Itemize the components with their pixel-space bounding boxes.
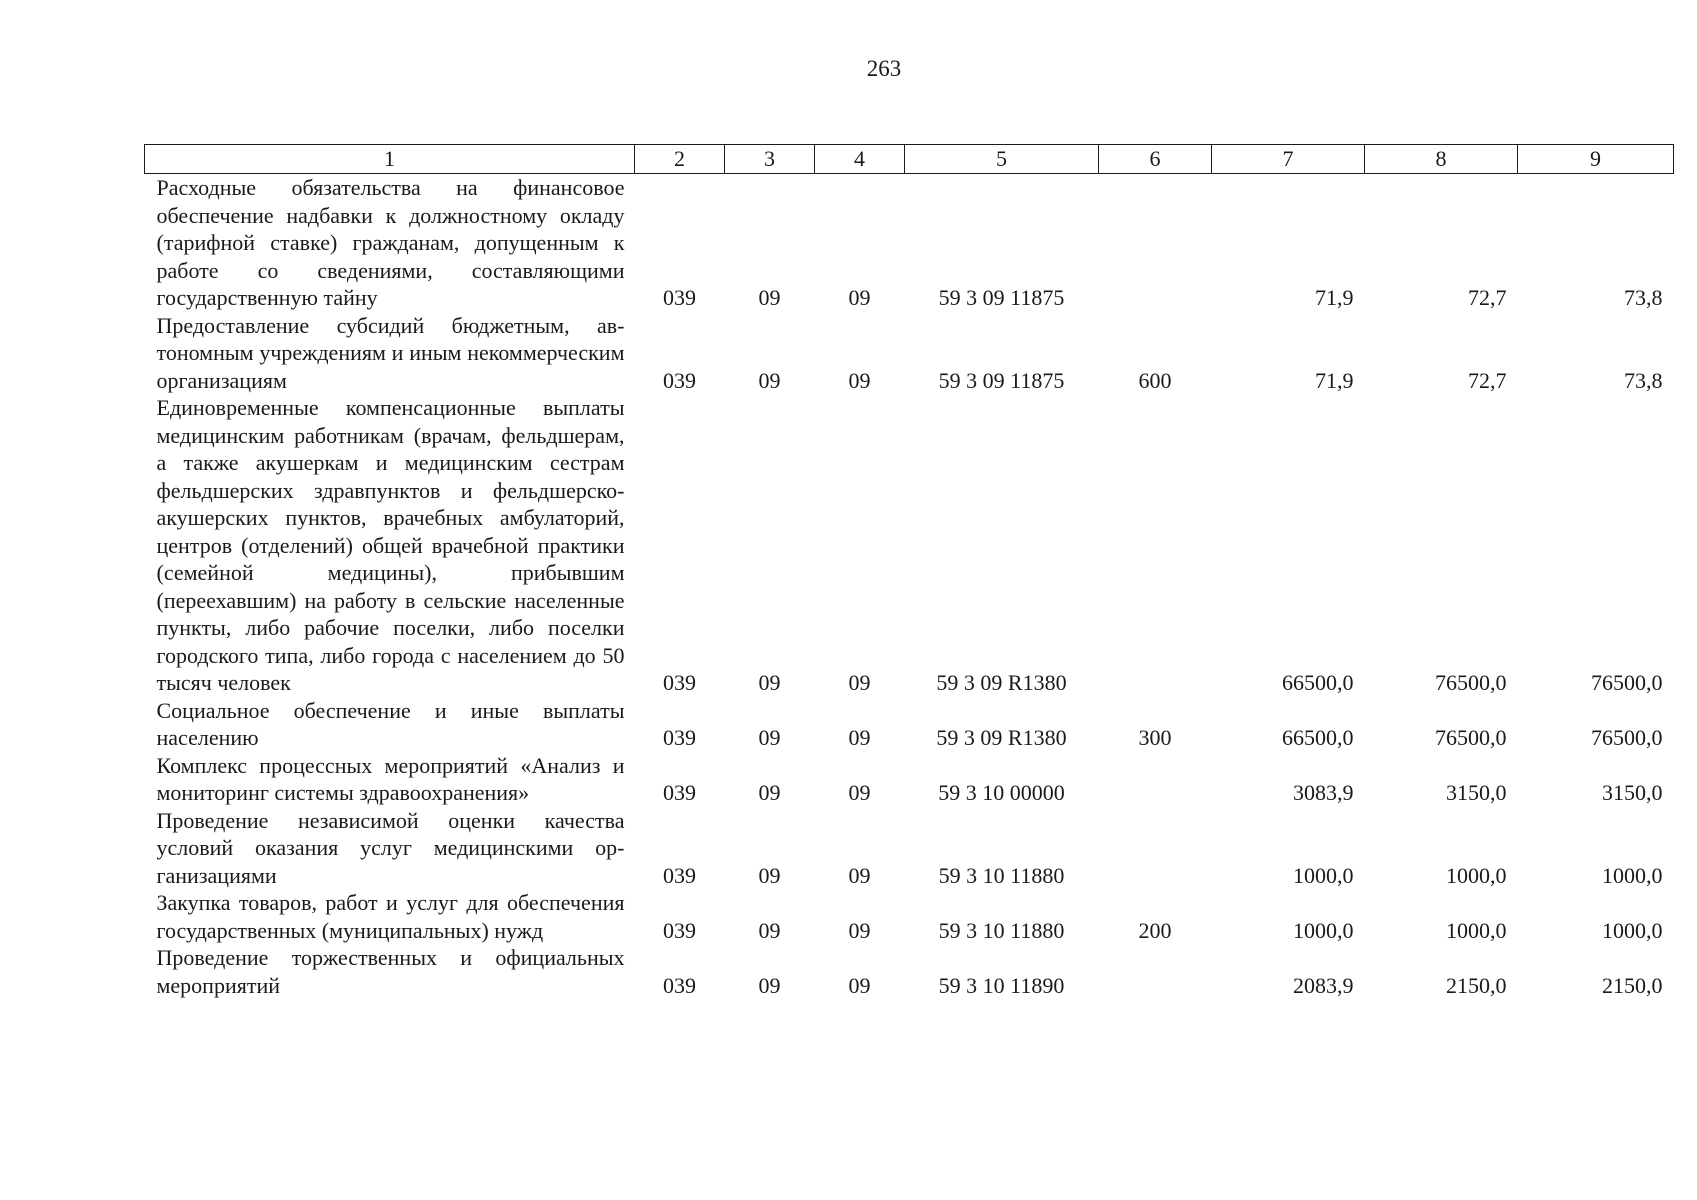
- row-section-code: 09: [758, 725, 781, 750]
- header-col-6: 6: [1099, 145, 1212, 174]
- header-col-4: 4: [815, 145, 905, 174]
- row-amount-col-8: 1000,0: [1446, 862, 1507, 888]
- row-section-code: 09: [758, 285, 781, 310]
- row-amount-col-7: 2083,9: [1293, 972, 1354, 998]
- row-expense-type: [1099, 394, 1212, 697]
- table-row: [145, 944, 1674, 999]
- table-row: [145, 889, 1674, 944]
- table-row: [145, 807, 1674, 890]
- row-ministry-code: 039: [663, 725, 696, 750]
- row-expense-type: 600: [1138, 367, 1172, 393]
- budget-table: [144, 144, 1674, 999]
- row-expense-type: 200: [1138, 917, 1172, 943]
- table-row: [145, 752, 1674, 807]
- row-amount-col-8: 72,7: [1468, 285, 1507, 310]
- row-amount-col-8: 76500,0: [1435, 725, 1507, 750]
- row-ministry-code: 039: [663, 780, 696, 805]
- row-section-code: 09: [758, 780, 781, 805]
- row-name: Комплекс процессных мероприятий «Анализ и мониторинг системы здравоохранения»: [156, 752, 625, 805]
- header-col-2: 2: [635, 145, 725, 174]
- row-amount-col-9: 76500,0: [1591, 725, 1663, 750]
- row-ministry-code: 039: [663, 285, 696, 310]
- row-ministry-code: 039: [663, 917, 696, 943]
- row-amount-col-7: 1000,0: [1293, 917, 1354, 943]
- row-amount-col-7: 1000,0: [1293, 862, 1354, 888]
- table-row: [145, 697, 1674, 752]
- table-row: [145, 174, 1674, 312]
- row-amount-col-9: 73,8: [1624, 367, 1663, 393]
- row-target-article: 59 3 10 00000: [938, 780, 1065, 805]
- row-target-article: 59 3 09 R1380: [936, 725, 1067, 750]
- row-amount-col-9: 3150,0: [1602, 780, 1663, 805]
- row-amount-col-9: 76500,0: [1591, 670, 1663, 695]
- row-amount-col-9: 1000,0: [1602, 862, 1663, 888]
- row-amount-col-9: 1000,0: [1602, 917, 1663, 943]
- row-target-article: 59 3 09 R1380: [936, 670, 1067, 695]
- header-col-8: 8: [1365, 145, 1518, 174]
- header-col-3: 3: [725, 145, 815, 174]
- row-ministry-code: 039: [663, 862, 696, 888]
- row-target-article: 59 3 10 11880: [938, 917, 1065, 943]
- table-header: [145, 145, 1674, 174]
- row-amount-col-9: 73,8: [1624, 285, 1663, 310]
- row-ministry-code: 039: [663, 670, 696, 695]
- row-expense-type: [1099, 752, 1212, 807]
- header-col-5: 5: [905, 145, 1099, 174]
- row-amount-col-7: 3083,9: [1293, 780, 1354, 805]
- row-target-article: 59 3 09 11875: [938, 285, 1065, 310]
- row-amount-col-8: 1000,0: [1446, 917, 1507, 943]
- row-target-article: 59 3 09 11875: [938, 367, 1065, 393]
- row-amount-col-8: 2150,0: [1446, 972, 1507, 998]
- row-subsection-code: 09: [848, 972, 871, 998]
- row-section-code: 09: [758, 367, 781, 393]
- row-name: Закупка товаров, работ и услуг для обеспечения государственных (муниципальных) нужд: [156, 890, 625, 943]
- row-amount-col-7: 66500,0: [1282, 670, 1354, 695]
- row-expense-type: [1099, 944, 1212, 999]
- row-amount-col-8: 72,7: [1468, 367, 1507, 393]
- row-name: Единовременные компенсационные выплаты медицинским работникам (врачам, фельдшерам, а также акушеркам и медицинским сестрам фельдшерских здравпунктов и фельдшерско-акушерских пунктов, врачебных амбулаторий, центров (отделений) общей врачебной практики (семейной медицины), прибывшим (переехавшим) на работу в сельские населенные пункты, либо рабочие поселки, либо поселки городского типа, либо города с населением до 50 тысяч человек: [156, 395, 625, 695]
- row-amount-col-9: 2150,0: [1602, 972, 1663, 998]
- row-target-article: 59 3 10 11880: [938, 862, 1065, 888]
- row-name: Проведение торжественных и официальных мероприятий: [156, 945, 625, 998]
- page-number: 263: [866, 56, 902, 81]
- row-ministry-code: 039: [663, 972, 696, 998]
- row-subsection-code: 09: [848, 862, 871, 888]
- row-amount-col-7: 71,9: [1315, 367, 1354, 393]
- table-row: [145, 312, 1674, 395]
- table-row: [145, 394, 1674, 697]
- row-subsection-code: 09: [848, 917, 871, 943]
- row-amount-col-7: 71,9: [1315, 285, 1354, 310]
- row-subsection-code: 09: [848, 367, 871, 393]
- row-section-code: 09: [758, 972, 781, 998]
- row-section-code: 09: [758, 670, 781, 695]
- row-amount-col-8: 76500,0: [1435, 670, 1507, 695]
- table-body: [145, 174, 1674, 1000]
- row-subsection-code: 09: [848, 780, 871, 805]
- row-name: Расходные обязательства на финансовое обеспечение надбавки к должностному окладу (тарифной ставке) гражданам, допущенным к работе со сведениями, составляющими государственную тайну: [156, 175, 625, 310]
- row-name: Предоставление субсидий бюджетным, автономным учреждениям и иным некоммерческим организациям: [156, 312, 625, 393]
- row-subsection-code: 09: [848, 285, 871, 310]
- row-target-article: 59 3 10 11890: [938, 972, 1065, 998]
- row-amount-col-7: 66500,0: [1282, 725, 1354, 750]
- header-col-1: 1: [145, 145, 635, 174]
- header-row: [145, 145, 1674, 174]
- row-section-code: 09: [758, 862, 781, 888]
- row-name: Проведение независимой оценки качества условий оказания услуг медицинскими организациями: [156, 807, 625, 888]
- header-col-9: 9: [1518, 145, 1674, 174]
- row-ministry-code: 039: [663, 367, 696, 393]
- row-amount-col-8: 3150,0: [1446, 780, 1507, 805]
- row-expense-type: [1099, 174, 1212, 312]
- row-expense-type: 300: [1138, 725, 1172, 750]
- header-col-7: 7: [1212, 145, 1365, 174]
- row-section-code: 09: [758, 917, 781, 943]
- row-expense-type: [1099, 807, 1212, 890]
- row-subsection-code: 09: [848, 725, 871, 750]
- row-name: Социальное обеспечение и иные выплаты населению: [156, 697, 625, 750]
- row-subsection-code: 09: [848, 670, 871, 695]
